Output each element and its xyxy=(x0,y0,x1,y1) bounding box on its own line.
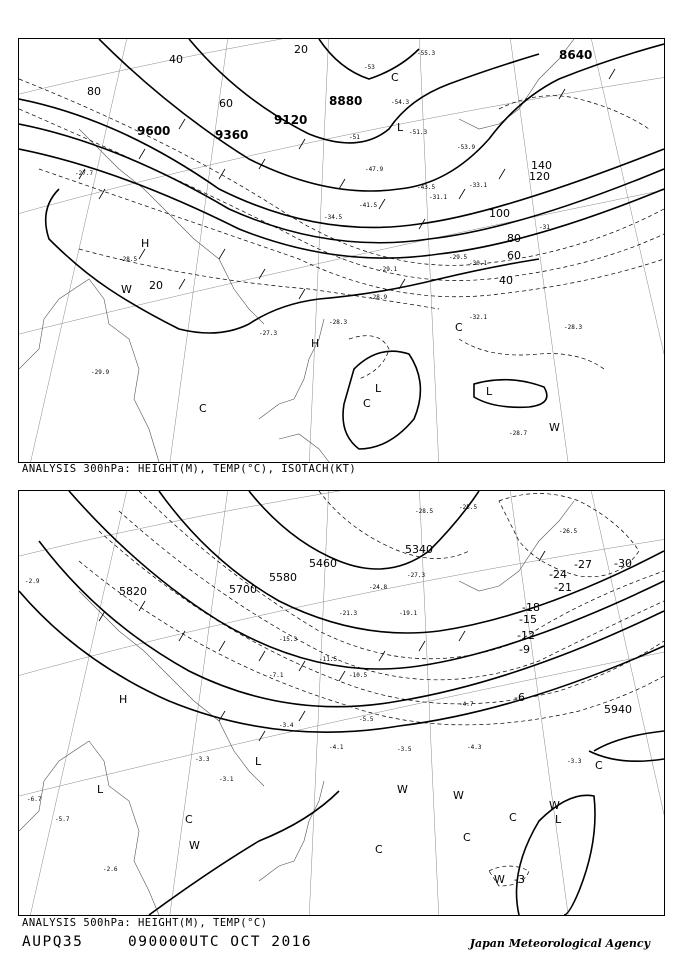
graticule xyxy=(19,491,664,915)
height-label-8880: 8880 xyxy=(329,94,363,108)
temp-sample: -28.5 xyxy=(119,256,138,263)
isotach-label: 20 xyxy=(149,279,163,292)
temp-sample: -3.4 xyxy=(279,722,294,729)
temp-contour-label: -18 xyxy=(522,601,540,614)
isotach-label: 40 xyxy=(499,274,513,287)
temp-contour-label: -21 xyxy=(554,581,572,594)
temp-contour-label: -3 xyxy=(514,873,525,886)
caption-500hpa: ANALYSIS 500hPa: HEIGHT(M), TEMP(°C) xyxy=(22,917,268,929)
temp-sample: -29.9 xyxy=(91,369,110,376)
temp-sample: -3.3 xyxy=(195,756,210,763)
isotach-label: 60 xyxy=(507,249,521,262)
temp-sample: -5.7 xyxy=(55,816,70,823)
temp-contour-label: -30 xyxy=(614,557,632,570)
temp-sample: -28.3 xyxy=(329,319,348,326)
cold-region-mark: C xyxy=(391,71,399,84)
low-pressure-center: L xyxy=(486,385,493,398)
temp-sample: -32.1 xyxy=(469,314,488,321)
temp-sample: -31 xyxy=(539,224,550,231)
isotach-label: 140 xyxy=(531,159,552,172)
cold-region-mark: C xyxy=(595,759,603,772)
temp-sample: -31.1 xyxy=(429,194,448,201)
high-pressure-center: H xyxy=(311,337,320,350)
temp-sample: -27.3 xyxy=(407,572,426,579)
temp-sample: -53 xyxy=(364,64,375,71)
height-label-5820: 5820 xyxy=(119,585,147,598)
isotach-label: 120 xyxy=(529,170,550,183)
high-pressure-center: H xyxy=(119,693,128,706)
isotach-label: 80 xyxy=(507,232,521,245)
temp-sample: -28.3 xyxy=(564,324,583,331)
isotach-label: 100 xyxy=(489,207,510,220)
cold-region-mark: C xyxy=(375,843,383,856)
height-label-8640: 8640 xyxy=(559,48,593,62)
warm-region-mark: W xyxy=(397,783,408,796)
cold-region-mark: C xyxy=(455,321,463,334)
height-label-5700: 5700 xyxy=(229,583,257,596)
temp-sample: -29.1 xyxy=(379,266,398,273)
temp-sample: -6.7 xyxy=(27,796,42,803)
temp-sample: -26.5 xyxy=(559,528,578,535)
coastlines xyxy=(19,39,574,462)
height-label-5460: 5460 xyxy=(309,557,337,570)
chart-valid-time: 090000UTC OCT 2016 xyxy=(128,934,313,950)
height-label-9600: 9600 xyxy=(137,124,171,138)
temp-sample: -28.7 xyxy=(509,430,528,437)
temp-sample: -51 xyxy=(349,134,360,141)
height-label-5580: 5580 xyxy=(269,571,297,584)
temp-sample: -2.9 xyxy=(25,578,40,585)
temp-sample: -41.5 xyxy=(359,202,378,209)
temp-sample: -24.8 xyxy=(369,584,388,591)
temp-contour-label: -24 xyxy=(549,568,567,581)
warm-region-mark: W xyxy=(453,789,464,802)
analysis-300hpa-map xyxy=(18,38,665,463)
warm-region-mark: W xyxy=(494,873,505,886)
low-pressure-center: L xyxy=(375,382,382,395)
low-pressure-center: L xyxy=(397,121,404,134)
temp-sample: -54.3 xyxy=(391,99,410,106)
temp-sample: -3.1 xyxy=(219,776,234,783)
temp-sample: -3.5 xyxy=(397,746,412,753)
cold-region-mark: C xyxy=(363,397,371,410)
map-500hpa-drawing xyxy=(19,491,664,915)
temp-sample: -29.5 xyxy=(449,254,468,261)
isotach-label: 40 xyxy=(169,53,183,66)
high-pressure-center: H xyxy=(141,237,150,250)
temp-sample: -4.1 xyxy=(329,744,344,751)
cold-region-mark: C xyxy=(185,813,193,826)
height-label-5340: 5340 xyxy=(405,543,433,556)
isotach-label: 20 xyxy=(294,43,308,56)
analysis-500hpa-map xyxy=(18,490,665,916)
warm-region-mark: W xyxy=(549,799,560,812)
wind-barbs xyxy=(99,551,545,741)
cold-region-mark: C xyxy=(509,811,517,824)
temp-sample: -43.5 xyxy=(417,184,436,191)
temp-sample: -3.3 xyxy=(567,758,582,765)
isotach-label: 60 xyxy=(219,97,233,110)
temp-sample: -15.3 xyxy=(279,636,298,643)
temp-sample: -34.5 xyxy=(324,214,343,221)
temp-sample: -28.9 xyxy=(369,294,388,301)
temp-contour-label: -6 xyxy=(514,691,525,704)
warm-region-mark: W xyxy=(189,839,200,852)
temp-sample: -51.3 xyxy=(409,129,428,136)
height-contours xyxy=(19,39,664,333)
cold-region-mark: C xyxy=(463,831,471,844)
temp-contour-label: -12 xyxy=(517,629,535,642)
map-300hpa-drawing xyxy=(19,39,664,462)
temp-sample: -21.3 xyxy=(339,610,358,617)
temp-sample: -11.5 xyxy=(319,656,338,663)
temp-contour-label: -9 xyxy=(519,643,530,656)
temp-sample: -28.5 xyxy=(415,508,434,515)
temp-sample: -30.1 xyxy=(469,260,488,267)
temp-sample: -33.1 xyxy=(469,182,488,189)
temp-sample: -19.1 xyxy=(399,610,418,617)
isotherms xyxy=(79,491,664,886)
height-label-5940: 5940 xyxy=(604,703,632,716)
temp-sample: -27.7 xyxy=(75,170,94,177)
temp-sample: -47.9 xyxy=(365,166,384,173)
temp-sample: -4.7 xyxy=(459,701,474,708)
low-pressure-center: L xyxy=(255,755,262,768)
low-pressure-center: L xyxy=(97,783,104,796)
temp-contour-label: -15 xyxy=(519,613,537,626)
temp-sample: -55.3 xyxy=(417,50,436,57)
temp-sample: -4.3 xyxy=(467,744,482,751)
isotach-label: 80 xyxy=(87,85,101,98)
temp-sample: -27.3 xyxy=(259,330,278,337)
temp-sample: -10.5 xyxy=(349,672,368,679)
temp-sample: -2.6 xyxy=(103,866,118,873)
cold-region-mark: C xyxy=(199,402,207,415)
temp-sample: -25.5 xyxy=(459,504,478,511)
caption-300hpa: ANALYSIS 300hPa: HEIGHT(M), TEMP(°C), ISOTACH(KT) xyxy=(22,463,357,475)
temp-sample: -7.1 xyxy=(269,672,284,679)
isotherms xyxy=(19,79,664,379)
chart-identifier: AUPQ35 xyxy=(22,934,84,950)
low-pressure-center: L xyxy=(555,813,562,826)
warm-region-mark: W xyxy=(121,283,132,296)
height-label-9120: 9120 xyxy=(274,113,308,127)
temp-sample: -5.5 xyxy=(359,716,374,723)
temp-contour-label: -27 xyxy=(574,558,592,571)
warm-region-mark: W xyxy=(549,421,560,434)
height-contours xyxy=(19,491,664,915)
agency-credit: Japan Meteorological Agency xyxy=(469,937,650,950)
temp-sample: -53.9 xyxy=(457,144,476,151)
height-label-9360: 9360 xyxy=(215,128,249,142)
